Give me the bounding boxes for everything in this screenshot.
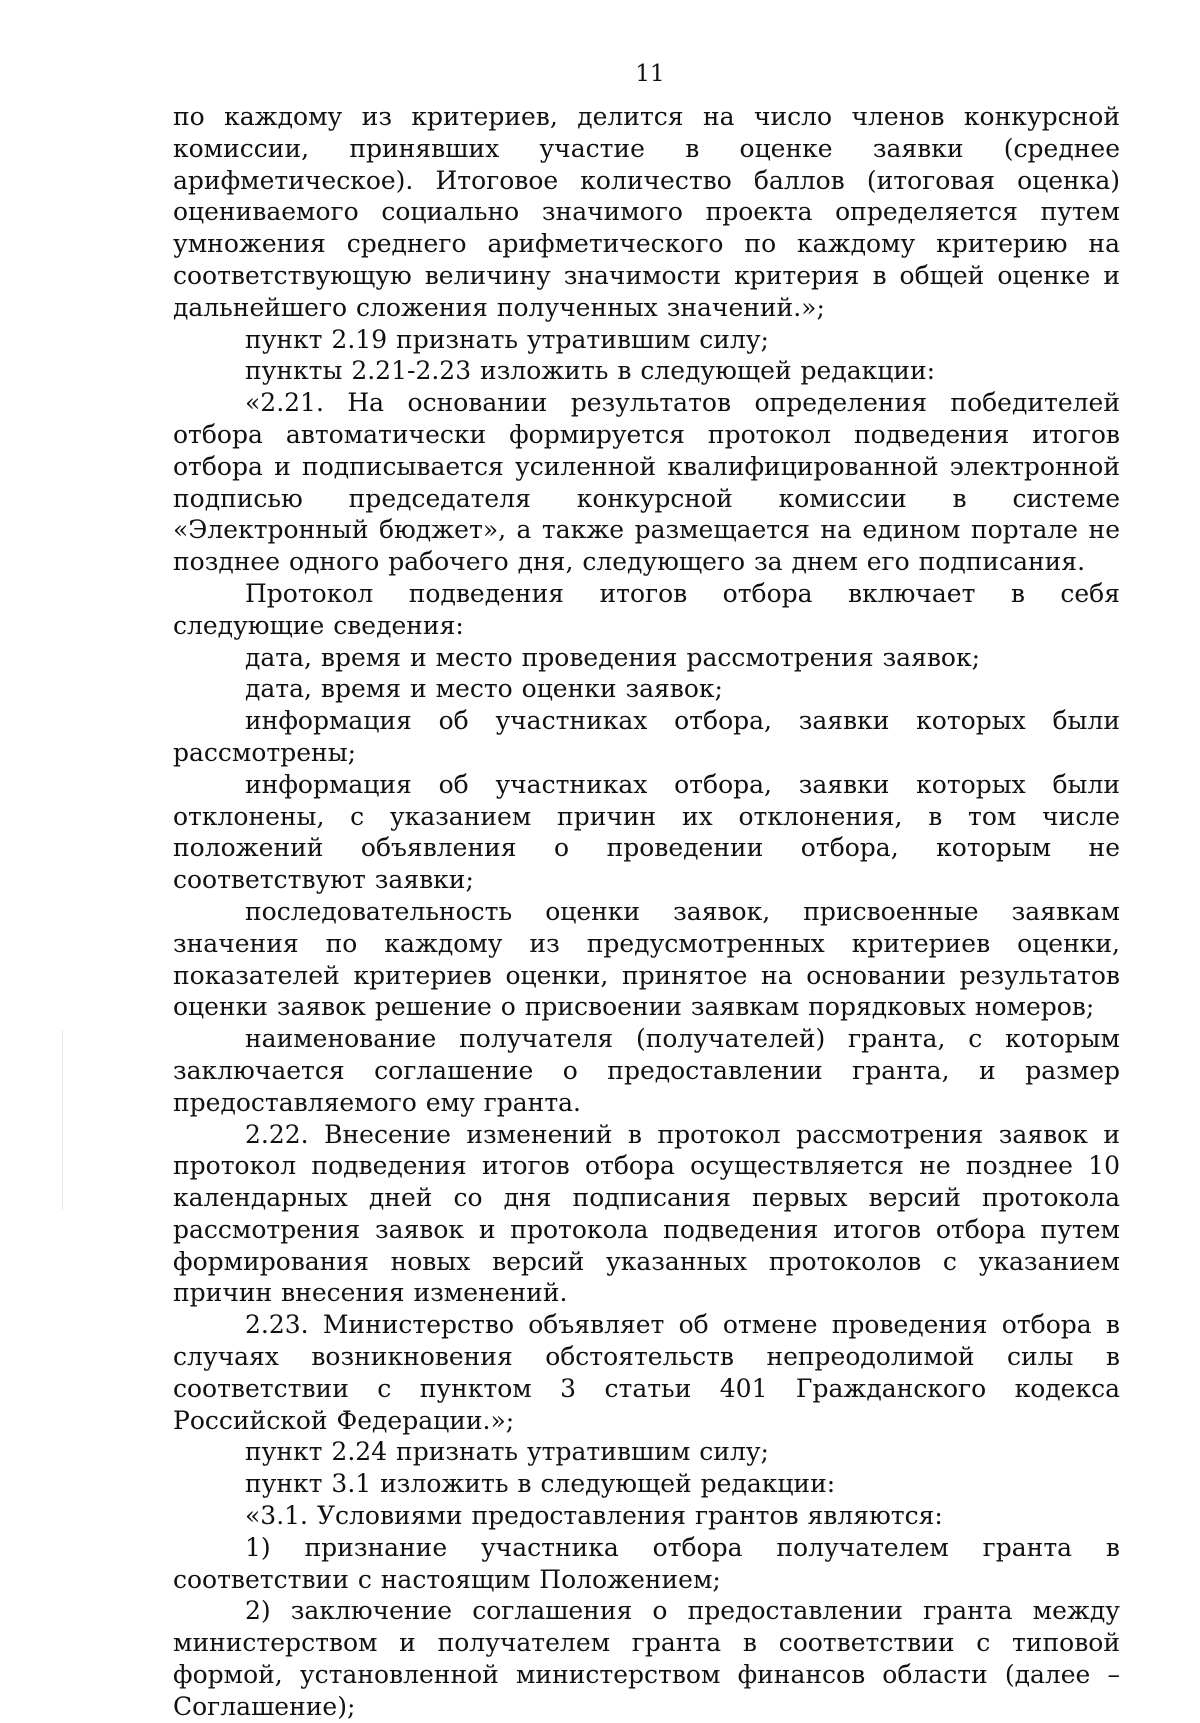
list-item-review-date: дата, время и место проведения рассмотрения заявок; <box>245 642 981 672</box>
page-number: 11 <box>635 61 665 87</box>
list-item-evaluation-date: дата, время и место оценки заявок; <box>245 674 723 704</box>
paragraph-item-2-24: пункт 2.24 признать утратившим силу; <box>245 1437 769 1467</box>
paragraph-item-2-19: пункт 2.19 признать утратившим силу; <box>245 324 769 354</box>
paragraph-criteria-continuation: по каждому из критериев, делится на число членов конкурсной комиссии, принявших участие в оценке заявки (среднее арифметическое). Итоговое количество баллов (итоговая оценка) оцениваемого социально значимого проекта определяется путем умножения среднего арифметического по каждому критерию на соответствующую величину значимости критерия в общей оценке и дальнейшего сложения полученных значений.»; <box>173 102 1120 322</box>
list-item-evaluation-sequence: последовательность оценки заявок, присвоенные заявкам значения по каждому из предусмотренных критериев оценки, показателей критериев оценки, принятое на основании результатов оценки заявок решение о присвоении заявкам порядковых номеров; <box>173 896 1120 1022</box>
paragraph-item-3-1-intro: пункт 3.1 изложить в следующей редакции: <box>245 1469 836 1499</box>
paragraph-2-23: 2.23. Министерство объявляет об отмене проведения отбора в случаях возникновения обстоятельств непреодолимой силы в соответствии с пунктом 3 статьи 401 Гражданского кодекса Российской Федерации.»; <box>173 1310 1120 1435</box>
paragraph-items-2-21-2-23-intro: пункты 2.21-2.23 изложить в следующей редакции: <box>245 356 936 386</box>
paragraph-2-21: «2.21. На основании результатов определения победителей отбора автоматически формируется протокол подведения итогов отбора и подписывается усиленной квалифицированной электронной подписью председателя конкурсной комиссии в системе «Электронный бюджет», а также размещается на едином портале не позднее одного рабочего дня, следующего за днем его подписания. <box>173 388 1120 577</box>
paragraph-3-1: «3.1. Условиями предоставления грантов являются: <box>245 1501 943 1531</box>
paragraph-protocol-contents: Протокол подведения итогов отбора включает в себя следующие сведения: <box>173 578 1120 640</box>
document-body <box>173 101 1120 1723</box>
list-item-grant-recipient: наименование получателя (получателей) гранта, с которым заключается соглашение о предоставлении гранта, и размер предоставляемого ему гранта. <box>173 1024 1120 1117</box>
paragraph-2-22: 2.22. Внесение изменений в протокол рассмотрения заявок и протокол подведения итогов отбора осуществляется не позднее 10 календарных дней со дня подписания первых версий протокола рассмотрения заявок и протокола подведения итогов отбора путем формирования новых версий указанных протоколов с указанием причин внесения изменений. <box>173 1119 1120 1308</box>
list-item-condition-1: 1) признание участника отбора получателем гранта в соответствии с настоящим Положением; <box>173 1532 1120 1594</box>
list-item-reviewed-participants: информация об участниках отбора, заявки которых были рассмотрены; <box>173 706 1120 767</box>
list-item-rejected-participants: информация об участниках отбора, заявки которых были отклонены, с указанием причин их отклонения, в том числе положений объявления о проведении отбора, которым не соответствуют заявки; <box>173 769 1120 895</box>
scan-margin-line <box>62 1030 63 1210</box>
list-item-condition-2: 2) заключение соглашения о предоставлении гранта между министерством и получателем гранта в соответствии с типовой формой, установленной министерством финансов области (далее – Соглашение); <box>173 1596 1120 1721</box>
